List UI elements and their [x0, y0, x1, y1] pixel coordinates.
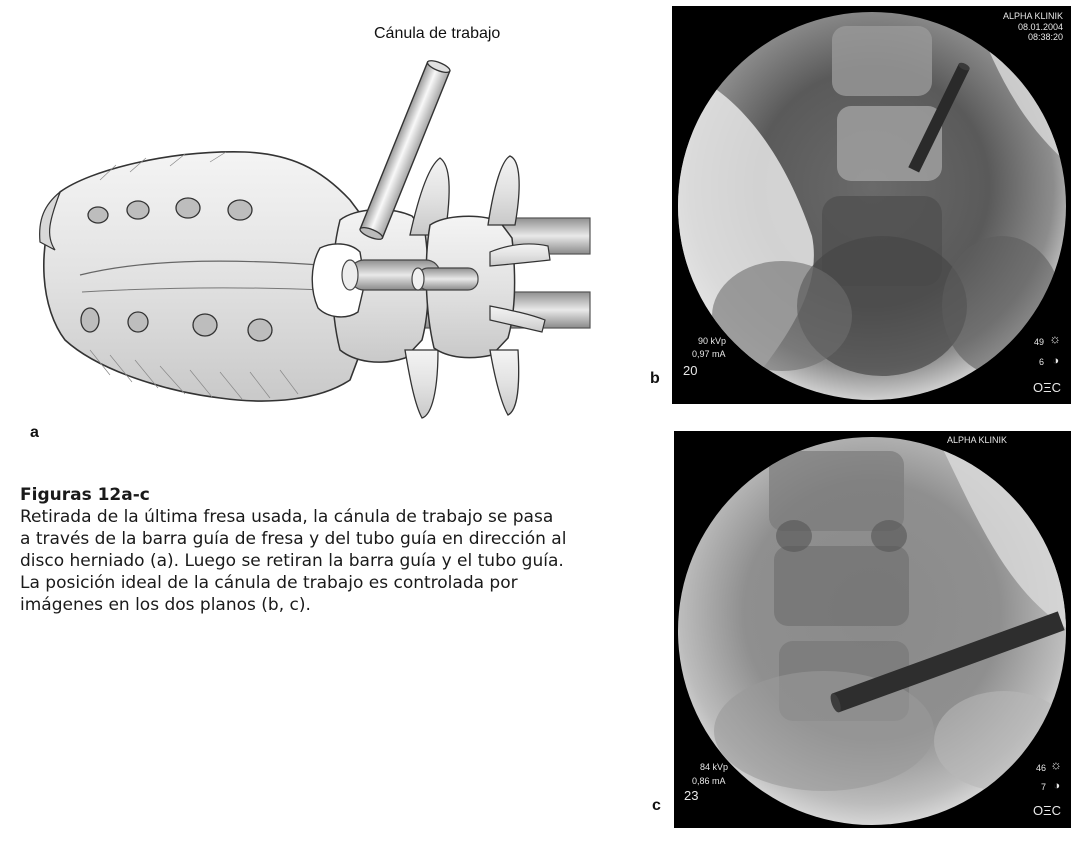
fluoroscopy-image-c — [674, 431, 1071, 828]
caption-line: disco herniado (a). Luego se retiran la barra guía y el tubo guía. — [20, 551, 564, 571]
sun-icon: ☼ — [1050, 757, 1062, 772]
cannula-label: Cánula de trabajo — [374, 25, 501, 42]
brand-logo: OΞC — [1033, 803, 1061, 818]
caption-line: La posición ideal de la cánula de trabajo es controlada por — [20, 573, 518, 593]
frame-number: 20 — [683, 363, 698, 378]
ma-readout: 0,86 mA — [692, 776, 726, 786]
caption-line: imágenes en los dos planos (b, c). — [20, 595, 311, 615]
sun-icon: ☼ — [1049, 331, 1061, 346]
xray-b-drawing — [672, 6, 1071, 404]
frame-number: 23 — [684, 788, 699, 803]
kvp-readout: 84 kVp — [700, 762, 729, 772]
ma-readout: 0,97 mA — [692, 349, 726, 359]
contrast-value: 7 — [1040, 782, 1046, 792]
figure-caption — [20, 484, 580, 616]
brand-logo: OΞC — [1033, 380, 1061, 395]
panel-letter-a: a — [30, 424, 39, 441]
caption-line: a través de la barra guía de fresa y del tubo guía en dirección al — [20, 529, 567, 549]
clinic-name: ALPHA KLINIK — [946, 435, 1007, 445]
panel-letter-c: c — [652, 797, 661, 814]
contrast-icon: ◑ — [1052, 355, 1059, 367]
sacrum-spine-drawing — [20, 20, 640, 440]
caption-line: Retirada de la última fresa usada, la cánula de trabajo se pasa — [20, 507, 554, 527]
brightness-value: 49 — [1033, 337, 1044, 347]
panel-letter-b: b — [650, 370, 660, 387]
contrast-icon: ◑ — [1053, 780, 1060, 792]
study-time: 08:38:20 — [1027, 32, 1063, 42]
brightness-value: 46 — [1035, 763, 1046, 773]
fluoroscopy-image-b — [672, 6, 1071, 404]
caption-title: Figuras 12a-c — [20, 485, 150, 505]
xray-c-drawing — [674, 431, 1071, 828]
kvp-readout: 90 kVp — [698, 336, 727, 346]
study-date: 08.01.2004 — [1017, 22, 1063, 32]
clinic-name: ALPHA KLINIK — [1002, 11, 1063, 21]
figure-a-illustration — [20, 20, 640, 440]
contrast-value: 6 — [1038, 357, 1044, 367]
